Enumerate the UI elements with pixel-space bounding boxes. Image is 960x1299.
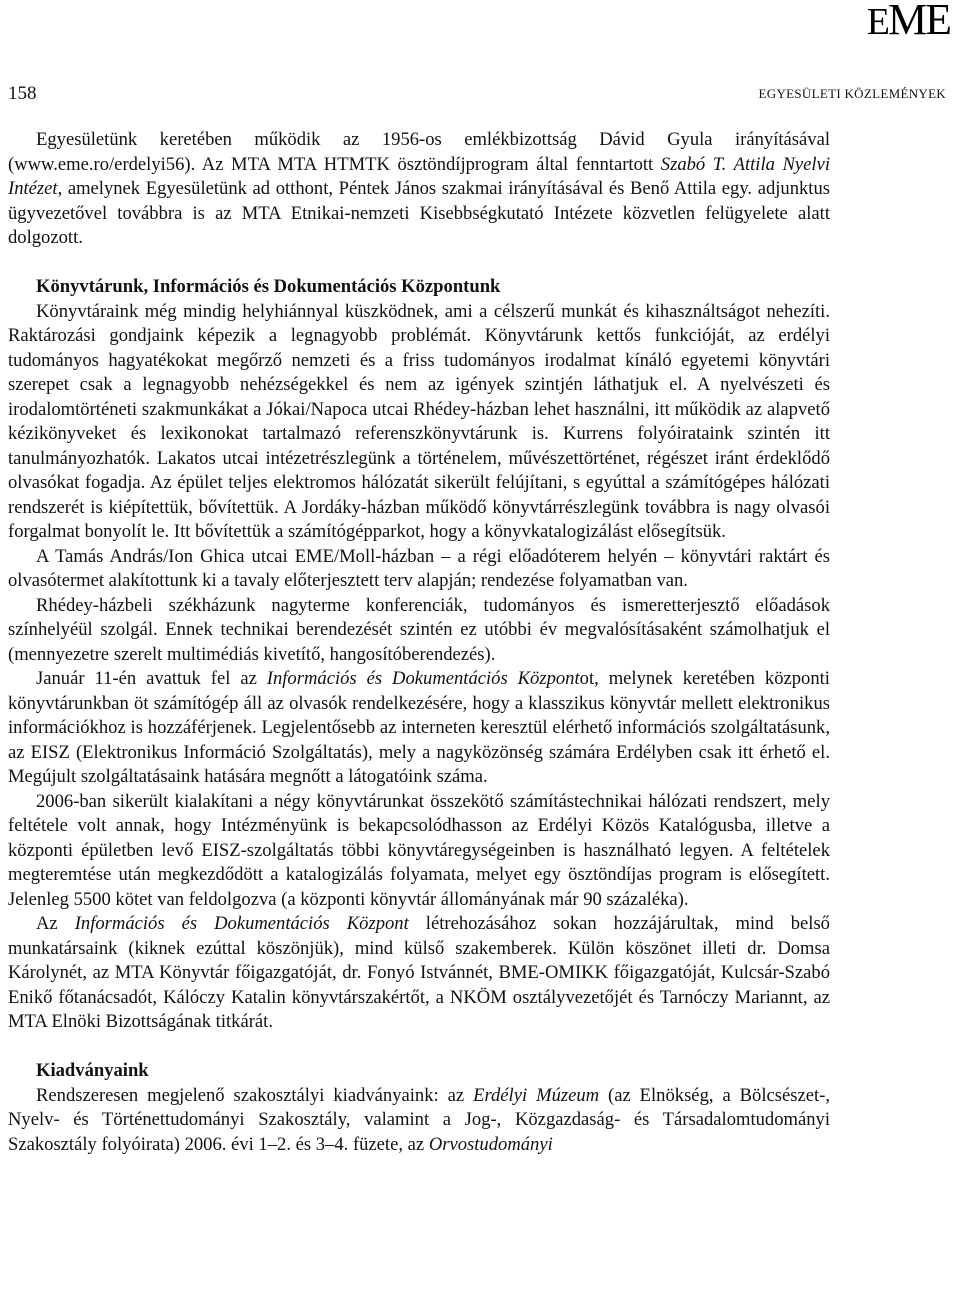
library-paragraph-2: A Tamás András/Ion Ghica utcai EME/Moll-házban – a régi előadóterem helyén – könyvtári raktárt és olvasótermet alakítottunk ki a tavaly előterjesztett terv alapján; rendezése folyamatban van.	[8, 545, 830, 591]
text-run: ot, melynek keretében központi könyvtárunkban öt számítógép áll az olvasók rendelkezésére, hogy a klasszikus könyvtár mellett elektronikus információkhoz is hozzáférjenek. Legjelentősebb az interneten keresztül elérhető információs szolgáltatásunk, az EISZ (Elektronikus Információ Szolgáltatás), mely a nagyközönség számára Erdélyben csak itt érhető el. Megújult szolgáltatásaink hatására megnőtt a látogatóink száma.	[8, 668, 830, 787]
text-run: Az	[36, 913, 75, 934]
library-paragraph-1: Könyvtáraink még mindig helyhiánnyal küszködnek, ami a célszerű munkát és kihasználtságot nehezíti. Raktározási gondjaink képezik a legnagyobb problémát. Könyvtárunk kettős funkcióját, az erdélyi tudományos hagyatékokat megőrző nemzeti és a friss tudományos irodalmat kínáló egyetemi könyvtári szerepet csak a legnagyobb nehézségekkel és nem az igények szintjén láthatjuk el. A nyelvészeti és irodalomtörténeti szakmunkákat a Jókai/Napoca utcai Rhédey-házban lehet használni, itt működik az alapvető kézikönyveket és lexikonokat tartalmazó referenszkönyvtárunk is. Kurrens folyóirataink szintén itt tanulmányozhatók. Lakatos utcai intézetrészlegünk a történelem, művészettörténet, régészet iránt érdeklődő olvasókat fogadja. Az épület teljes elektromos hálózatát sikerült felújítani, s egyúttal a számítógépes hálózati rendszerét is kiépítettük, bővítettük. A Jordáky-házban működő könyvtárrészlegünk továbbra is nagy olvasói forgalmat bonyolít le. Itt bővítettük a számítógépparkot, hogy a könyvkatalogizálást elősegítsük.	[8, 300, 830, 542]
intro-paragraph	[8, 128, 830, 251]
text-run: , amelynek Egyesületünk ad otthont, Péntek János szakmai irányításával és Benő Attila egy. adjunktus ügyvezetővel továbbra is az MTA Etnikai-nemzeti Kisebbségkutató Intézete közvetlen felügyelete alatt dolgozott.	[8, 178, 830, 248]
eme-logo	[820, 0, 950, 44]
publications-paragraph-1	[8, 1084, 830, 1158]
library-paragraph-3: Rhédey-házbeli székházunk nagyterme konferenciák, tudományos és ismeretterjesztő előadások színhelyéül szolgál. Ennek technikai berendezését szintén ez utóbbi év megvalósításaként számolhatjuk el (mennyezetre szerelt multimédiás kivetítő, hangosítóberendezés).	[8, 594, 830, 665]
logo-letter-e: E	[866, 1, 888, 43]
page-header	[0, 82, 960, 108]
journal-title: Erdélyi Múzeum	[473, 1084, 600, 1106]
logo-letters-me: ME	[888, 0, 950, 44]
text-run: Egyesületünk keretében működik az 1956-os emlékbizottság Dávid Gyula irányításával (www.eme.ro/erdelyi56). Az MTA MTA HTMTK ösztöndíjprogram által fenntartott	[8, 129, 830, 175]
text-run: Január 11-én avattuk fel az	[36, 668, 267, 689]
page-number: 158	[8, 83, 37, 104]
journal-title: Orvostudományi	[428, 1133, 553, 1155]
running-head: EGYESÜLETI KÖZLEMÉNYEK	[758, 86, 946, 101]
section-heading-publications: Kiadványaink	[36, 1060, 149, 1081]
center-name: Információs és Dokumentációs Központ	[266, 668, 580, 689]
page-body	[8, 128, 830, 1157]
text-run: létrehozásához sokan hozzájárultak, mind belső munkatársaink (kiknek ezúttal köszönjük), mind külső szakemberek. Külön köszönet illeti dr. Domsa Károlynét, az MTA Könyvtár főigazgatóját, dr. Fonyó Istvánnét, BME-OMIKK főigazgatóját, Kulcsár-Szabó Enikő főtanácsadót, Kálóczy Katalin könyvtárszakértőt, a NKÖM osztályvezetőjét és Tarnóczy Mariannt, az MTA Elnöki Bizottságának titkárát.	[8, 913, 830, 1032]
library-paragraph-6	[8, 912, 830, 1035]
library-paragraph-5: 2006-ban sikerült kialakítani a négy könyvtárunkat összekötő számítástechnikai hálózati rendszert, mely feltétele volt annak, hogy Intézményünk is bekapcsolódhasson az Erdélyi Közös Katalógusba, illetve a központi épületben levő EISZ-szolgáltatás többi könyvtáregységeinben is használható legyen. A feltételek megteremtése után megkezdődött a katalogizálás folyamata, melyet egy ösztöndíjas program is elősegített. Jelenleg 5500 kötet van feldolgozva (a központi könyvtár állományának már 90 százaléka).	[8, 790, 830, 910]
section-heading-library: Könyvtárunk, Információs és Dokumentációs Központunk	[36, 276, 501, 297]
center-name: Információs és Dokumentációs Központ	[74, 913, 409, 934]
library-paragraph-4	[8, 667, 830, 790]
text-run: Rendszeresen megjelenő szakosztályi kiadványaink: az	[36, 1084, 474, 1106]
text-run: (az Elnökség, a Bölcsészet-, Nyelv- és Történettudományi Szakosztály, valamint a Jog-, Közgazdaság- és Társadalomtudományi Szakosztály folyóirata) 2006. évi 1–2. és 3–4. füzete, az	[8, 1084, 830, 1155]
institute-name: Szabó T. Attila Nyelvi Intézet	[8, 153, 830, 199]
